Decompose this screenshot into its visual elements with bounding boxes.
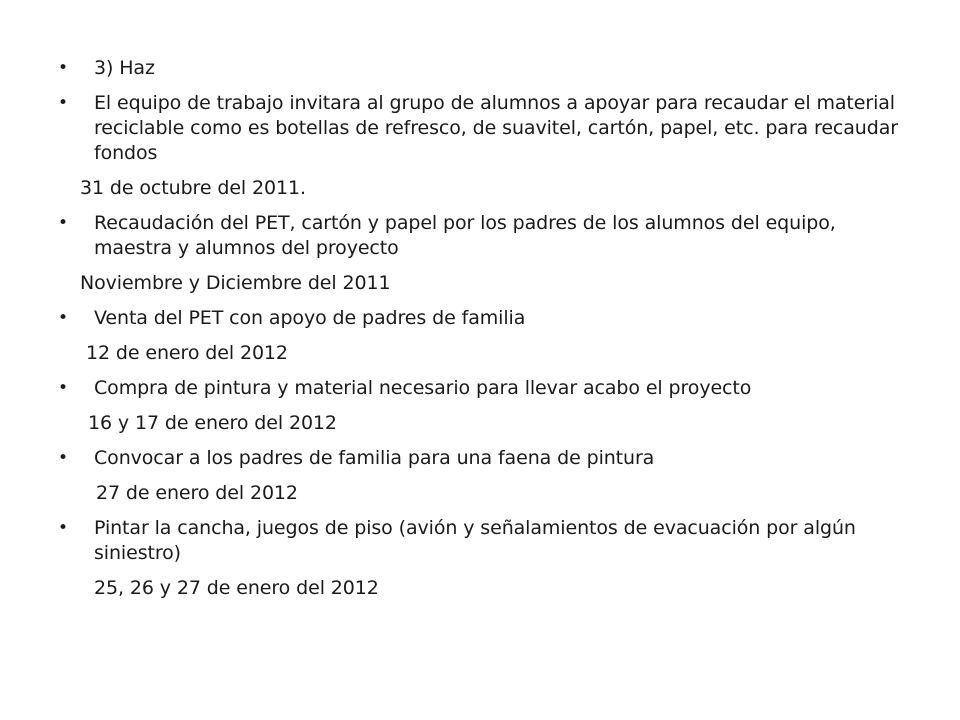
date-line: 31 de octubre del 2011. <box>80 177 306 199</box>
bullet-icon: • <box>58 308 68 328</box>
bullet-icon: • <box>58 93 68 113</box>
bullet-icon: • <box>58 378 68 398</box>
list-item-text: Pintar la cancha, juegos de piso (avión y señalamientos de evacuación por algún siniestro) <box>94 517 856 564</box>
slide-content <box>58 56 908 611</box>
list-item <box>58 446 908 471</box>
list-item-text: 3) Haz <box>94 57 155 79</box>
date-line: 12 de enero del 2012 <box>86 342 288 364</box>
list-item-text: Convocar a los padres de familia para una faena de pintura <box>94 447 655 469</box>
list-item <box>58 56 908 81</box>
date-line: 16 y 17 de enero del 2012 <box>88 412 337 434</box>
list-item <box>58 211 908 261</box>
list-item <box>58 91 908 166</box>
date-line: 25, 26 y 27 de enero del 2012 <box>94 577 379 599</box>
list-item-text: Compra de pintura y material necesario para llevar acabo el proyecto <box>94 377 752 399</box>
bullet-icon: • <box>58 213 68 233</box>
date-line: 27 de enero del 2012 <box>96 482 298 504</box>
list-item-text: El equipo de trabajo invitara al grupo de alumnos a apoyar para recaudar el material reciclable como es botellas de refresco, de suavitel, cartón, papel, etc. para recaudar fondos <box>94 92 898 164</box>
bullet-icon: • <box>58 58 68 78</box>
list-item <box>58 306 908 331</box>
list-item <box>58 376 908 401</box>
list-item-text: Venta del PET con apoyo de padres de familia <box>94 307 526 329</box>
bullet-icon: • <box>58 518 68 538</box>
list-item-text: Recaudación del PET, cartón y papel por los padres de los alumnos del equipo, maestra y alumnos del proyecto <box>94 212 836 259</box>
list-item <box>58 516 908 566</box>
bullet-icon: • <box>58 448 68 468</box>
date-line: Noviembre y Diciembre del 2011 <box>80 272 391 294</box>
